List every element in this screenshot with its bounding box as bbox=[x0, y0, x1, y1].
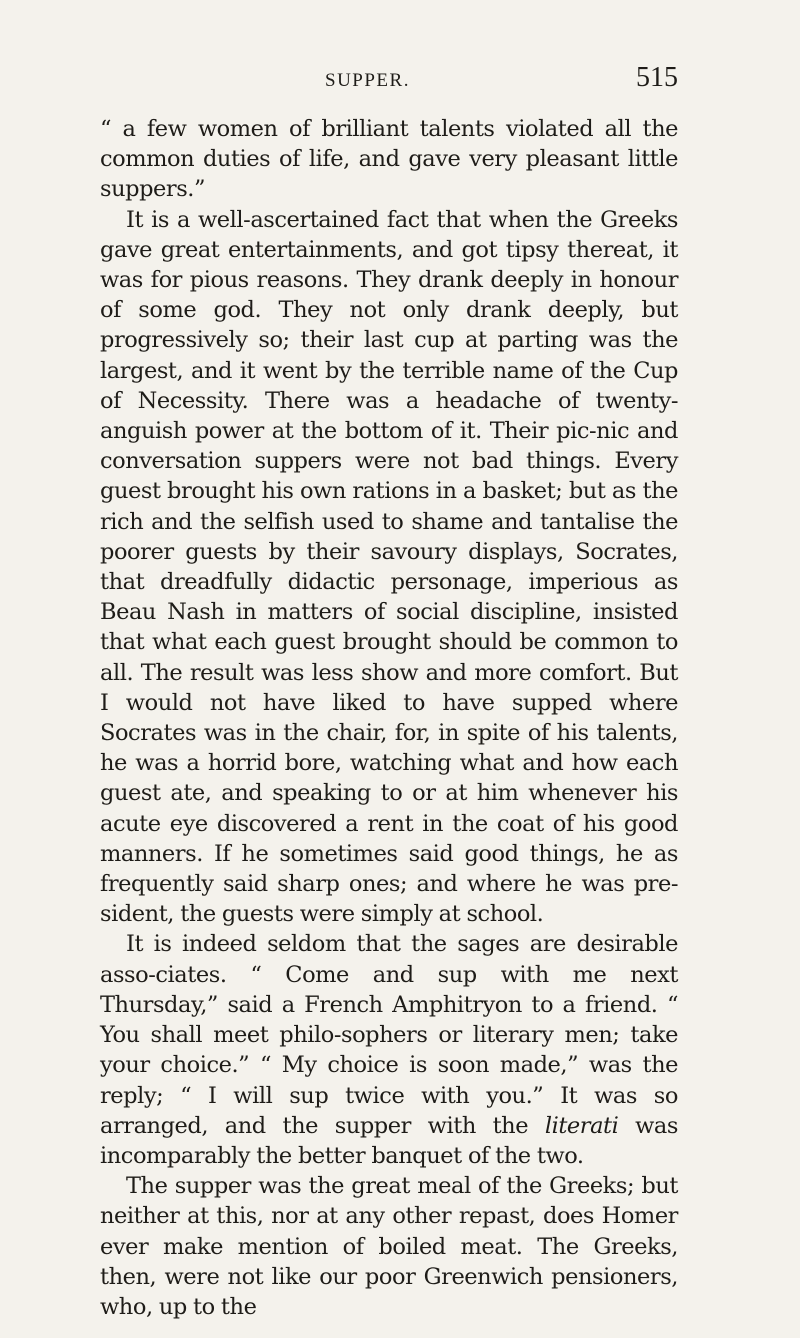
running-head bbox=[100, 62, 678, 102]
running-title: SUPPER. bbox=[325, 70, 410, 91]
paragraph-3-text-b: was incomparably the better banquet of the two. bbox=[100, 1112, 678, 1169]
paragraph-4: The supper was the great meal of the Greeks; but neither at this, nor at any other repast, does Homer ever make mention of boiled meat. The Greeks, then, were not like our poor Greenwich pensioners, who, up to the bbox=[100, 1173, 678, 1320]
paragraph-3-text-a: It is indeed seldom that the sages are desirable asso-ciates. “ Come and sup with me next Thursday,” said a French Amphitryon to a friend. “ You shall meet philo-sophers or literary men; take your choice.” “ My choice is soon made,” was the reply; “ I will sup twice with you.” It was so arranged, and the supper with the bbox=[100, 931, 678, 1139]
body-text bbox=[100, 114, 678, 1322]
paragraph-3 bbox=[100, 929, 678, 1171]
page-number: 515 bbox=[636, 62, 678, 93]
paragraph-2: It is a well-ascertained fact that when the Greeks gave great entertainments, and got tipsy thereat, it was for pious reasons. They drank deeply in honour of some god. They not only drank deeply, but progressively so; their last cup at parting was the largest, and it went by the terrible name of the Cup of Necessity. There was a headache of twenty-anguish power at the bottom of it. Their pic-nic and conversation suppers were not bad things. Every guest brought his own rations in a basket; but as the rich and the selfish used to shame and tantalise the poorer guests by their savoury displays, Socrates, that dreadfully didactic personage, imperious as Beau Nash in matters of social discipline, insisted that what each guest brought should be common to all. The result was less show and more comfort. But I would not have liked to have supped where Socrates was in the chair, for, in spite of his talents, he was a horrid bore, watching what and how each guest ate, and speaking to or at him whenever his acute eye discovered a rent in the coat of his good manners. If he sometimes said good things, he as frequently said sharp ones; and where he was pre-sident, the guests were simply at school. bbox=[100, 206, 678, 928]
paragraph-1: “ a few women of brilliant talents violated all the common duties of life, and gave very pleasant little suppers.” bbox=[100, 116, 678, 203]
paragraph-3-italic: literati bbox=[544, 1112, 619, 1139]
